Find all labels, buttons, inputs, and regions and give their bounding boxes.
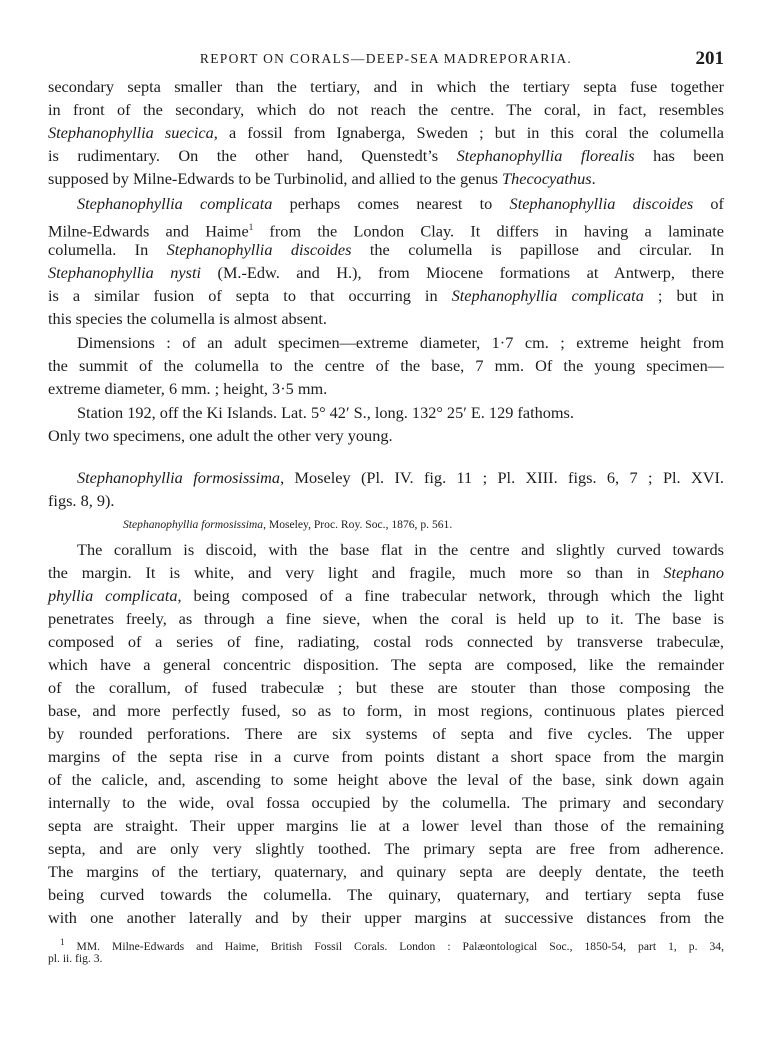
text-line: is rudimentary. On the other hand, Quenstedt’s Stephanophyllia florealis has been (48, 146, 724, 165)
text-line: Station 192, off the Ki Islands. Lat. 5° 42′ S., long. 132° 25′ E. 129 fathoms. (77, 403, 574, 422)
text-line: Dimensions : of an adult specimen—extreme diameter, 1·7 cm. ; extreme height from (77, 333, 724, 352)
text-line: phyllia complicata, being composed of a fine trabecular network, through which the light (48, 586, 724, 605)
text-line: of the calicle, and, ascending to some height above the leval of the base, sink down again (48, 770, 724, 789)
text-line: internally to the wide, oval fossa occupied by the columella. The primary and secondary (48, 793, 724, 812)
text-line: penetrates freely, as through a fine sieve, when the coral is held up to it. The base is (48, 609, 724, 628)
text-line: extreme diameter, 6 mm. ; height, 3·5 mm. (48, 379, 328, 398)
text-line: which have a general concentric disposition. The septa are composed, like the remainder (48, 655, 724, 674)
text-line: septa, and are only very slightly toothed. The primary septa are free from adherence. (48, 839, 724, 858)
footnote-line: pl. ii. fig. 3. (48, 952, 103, 965)
text-line: The margins of the tertiary, quaternary, and quinary septa are deeply dentate, the teeth (48, 862, 724, 881)
text-line: base, and more perfectly fused, so as to form, in most regions, continuous plates pierced (48, 701, 724, 720)
text-line: figs. 8, 9). (48, 491, 115, 510)
text-line: composed of a series of fine, radiating, costal rods connected by transverse trabeculæ, (48, 632, 724, 651)
page-number: 201 (695, 48, 724, 69)
text-line: the summit of the columella to the centre of the base, 7 mm. Of the young specimen— (48, 356, 724, 375)
page-header (48, 48, 724, 72)
running-title: REPORT ON CORALS—DEEP-SEA MADREPORARIA. (199, 51, 573, 66)
text-line: The corallum is discoid, with the base flat in the centre and slightly curved towards (77, 540, 724, 559)
text-line: Stephanophyllia formosissima, Moseley (Pl. IV. fig. 11 ; Pl. XIII. figs. 6, 7 ; Pl. XVI. (77, 468, 724, 487)
text-line: septa are straight. Their upper margins lie at a lower level than those of the remaining (48, 816, 724, 835)
text-line: Milne-Edwards and Haime$^1$ from the London Clay. It differs in having a laminate (48, 221, 724, 241)
text-line: Stephanophyllia complicata perhaps comes nearest to Stephanophyllia discoides of (77, 194, 724, 213)
text-line: margins of the septa rise in a curve from points distant a short space from the margin (48, 747, 724, 766)
text-line: Stephanophyllia suecica, a fossil from Ignaberga, Sweden ; but in this coral the columella (48, 123, 725, 142)
text-line: supposed by Milne-Edwards to be Turbinolid, and allied to the genus Thecocyathus. (48, 169, 596, 188)
text-line: is a similar fusion of septa to that occurring in Stephanophyllia complicata ; but in (48, 286, 724, 305)
text-line: with one another laterally and by their upper margins at successive distances from the (48, 908, 724, 927)
text-line: Stephanophyllia nysti (M.-Edw. and H.), from Miocene formations at Antwerp, there (48, 263, 724, 282)
text-line: this species the columella is almost absent. (48, 309, 327, 328)
text-line: of the corallum, of fused trabeculæ ; but these are stouter than those composing the (48, 678, 724, 697)
synonymy-citation: Stephanophyllia formosissima, Moseley, Proc. Roy. Soc., 1876, p. 561. (123, 518, 453, 531)
text-line: by rounded perforations. There are six systems of septa and five cycles. The upper (48, 724, 724, 743)
text-line: being curved towards the columella. The quinary, quaternary, and tertiary septa fuse (48, 885, 724, 904)
text-line: Only two specimens, one adult the other very young. (48, 426, 393, 445)
text-line: secondary septa smaller than the tertiary, and in which the tertiary septa fuse together (48, 77, 724, 96)
footnote-line: $^1$ MM. Milne-Edwards and Haime, British Fossil Corals. London : Palæontological Soc., 1850-54, part 1, p. 34, (60, 937, 724, 953)
text-line: the margin. It is white, and very light and fragile, much more so than in Stephano (48, 563, 724, 582)
text-line: columella. In Stephanophyllia discoides the columella is papillose and circular. In (48, 240, 725, 259)
text-line: in front of the secondary, which do not reach the centre. The coral, in fact, resembles (48, 100, 724, 119)
